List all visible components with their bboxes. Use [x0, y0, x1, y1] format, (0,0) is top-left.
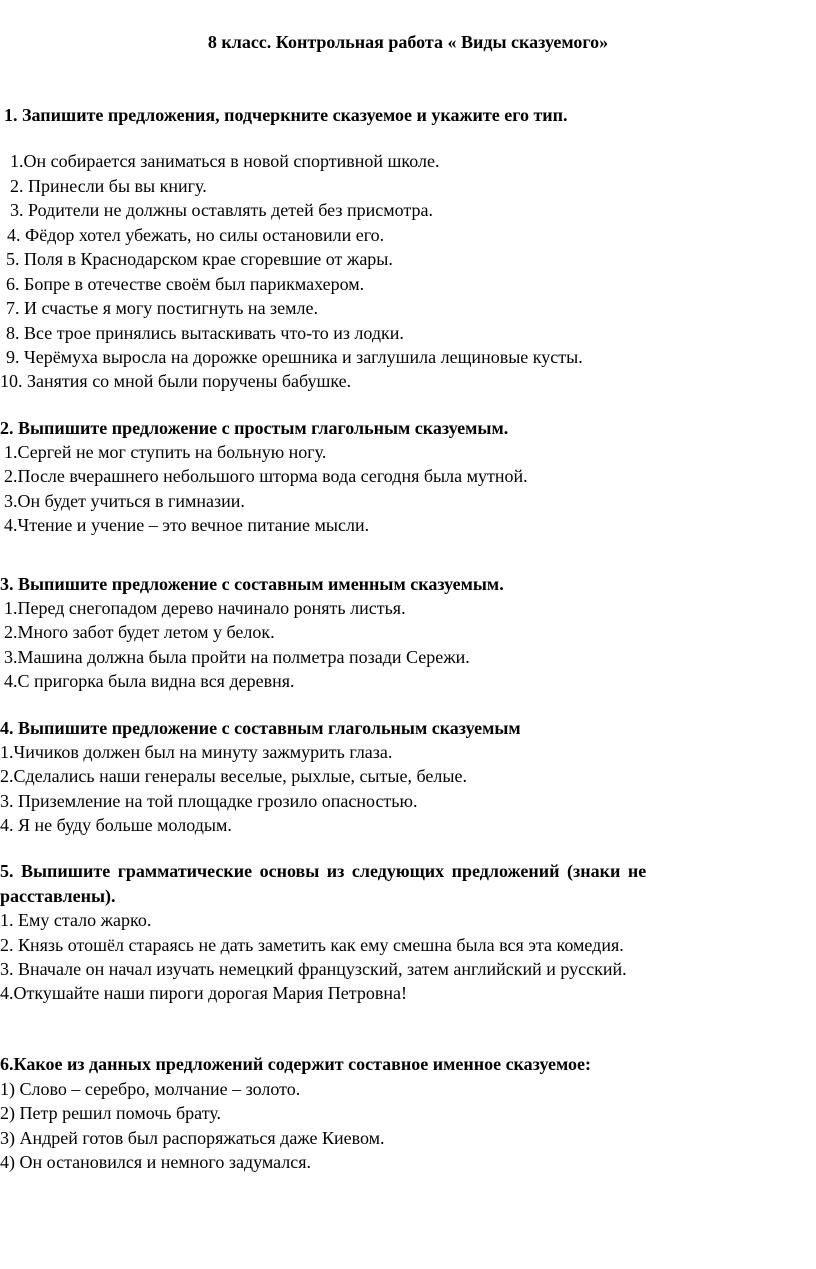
task5-heading: 5. Выпишите грамматические основы из следующих предложений (знаки не — [0, 861, 647, 881]
task4-item: 4. Я не буду больше молодым. — [0, 815, 232, 835]
task2-heading: 2. Выпишите предложение с простым глагольным сказуемым. — [0, 418, 509, 438]
task5-item: 4.Откушайте наши пироги дорогая Мария Петровна! — [0, 983, 407, 1003]
task1-item: 9. Черёмуха выросла на дорожке орешника и заглушила лещиновые кусты. — [6, 347, 583, 367]
task6-item: 1) Слово – серебро, молчание – золото. — [0, 1079, 301, 1099]
task5-item: 1. Ему стало жарко. — [0, 910, 152, 930]
task1-item: 10. Занятия со мной были поручены бабушке. — [0, 371, 352, 391]
task6-item: 3) Андрей готов был распоряжаться даже Киевом. — [0, 1128, 385, 1148]
task2-item: 2.После вчерашнего небольшого шторма вода сегодня была мутной. — [4, 466, 528, 486]
task4-item: 1.Чичиков должен был на минуту зажмурить глаза. — [0, 742, 393, 762]
task1-item: 5. Поля в Краснодарском крае сгоревшие от жары. — [6, 249, 393, 269]
task1-item: 6. Бопре в отечестве своём был парикмахером. — [6, 274, 365, 294]
task4-item: 2.Сделались наши генералы веселые, рыхлые, сытые, белые. — [0, 766, 467, 786]
task3-heading: 3. Выпишите предложение с составным именным сказуемым. — [0, 574, 504, 594]
task1-item: 7. И счастье я могу постигнуть на земле. — [6, 298, 319, 318]
task3-item: 4.С пригорка была видна вся деревня. — [4, 671, 295, 691]
task1-item: 1.Он собирается заниматься в новой спортивной школе. — [10, 151, 440, 171]
task1-item: 8. Все трое принялись вытаскивать что-то из лодки. — [6, 323, 404, 343]
task5-heading-continued: расставлены). — [0, 886, 116, 906]
task6-item: 4) Он остановился и немного задумался. — [0, 1152, 312, 1172]
task3-item: 3.Машина должна была пройти на полметра позади Сережи. — [4, 647, 470, 667]
task4-item: 3. Приземление на той площадке грозило опасностью. — [0, 791, 418, 811]
task1-item: 4. Фёдор хотел убежать, но силы остановили его. — [7, 225, 385, 245]
task5-item: 3. Вначале он начал изучать немецкий французский, затем английский и русский. — [0, 959, 627, 979]
task2-item: 4.Чтение и учение – это вечное питание мысли. — [4, 515, 370, 535]
task2-item: 1.Сергей не мог ступить на больную ногу. — [4, 442, 327, 462]
task6-heading: 6.Какое из данных предложений содержит составное именное сказуемое: — [0, 1054, 591, 1074]
task5-item: 2. Князь отошёл стараясь не дать заметить как ему смешна была вся эта комедия. — [0, 935, 624, 955]
task1-item: 3. Родители не должны оставлять детей без присмотра. — [10, 200, 433, 220]
document-title: 8 класс. Контрольная работа « Виды сказуемого» — [207, 32, 609, 52]
task4-heading: 4. Выпишите предложение с составным глагольным сказуемым — [0, 718, 521, 738]
task3-item: 2.Много забот будет летом у белок. — [4, 622, 275, 642]
task6-item: 2) Петр решил помочь брату. — [0, 1103, 222, 1123]
task2-item: 3.Он будет учиться в гимназии. — [4, 491, 245, 511]
task3-item: 1.Перед снегопадом дерево начинало ронять листья. — [4, 598, 406, 618]
task1-heading: 1. Запишите предложения, подчеркните сказуемое и укажите его тип. — [4, 105, 568, 125]
task1-item: 2. Принесли бы вы книгу. — [10, 176, 207, 196]
